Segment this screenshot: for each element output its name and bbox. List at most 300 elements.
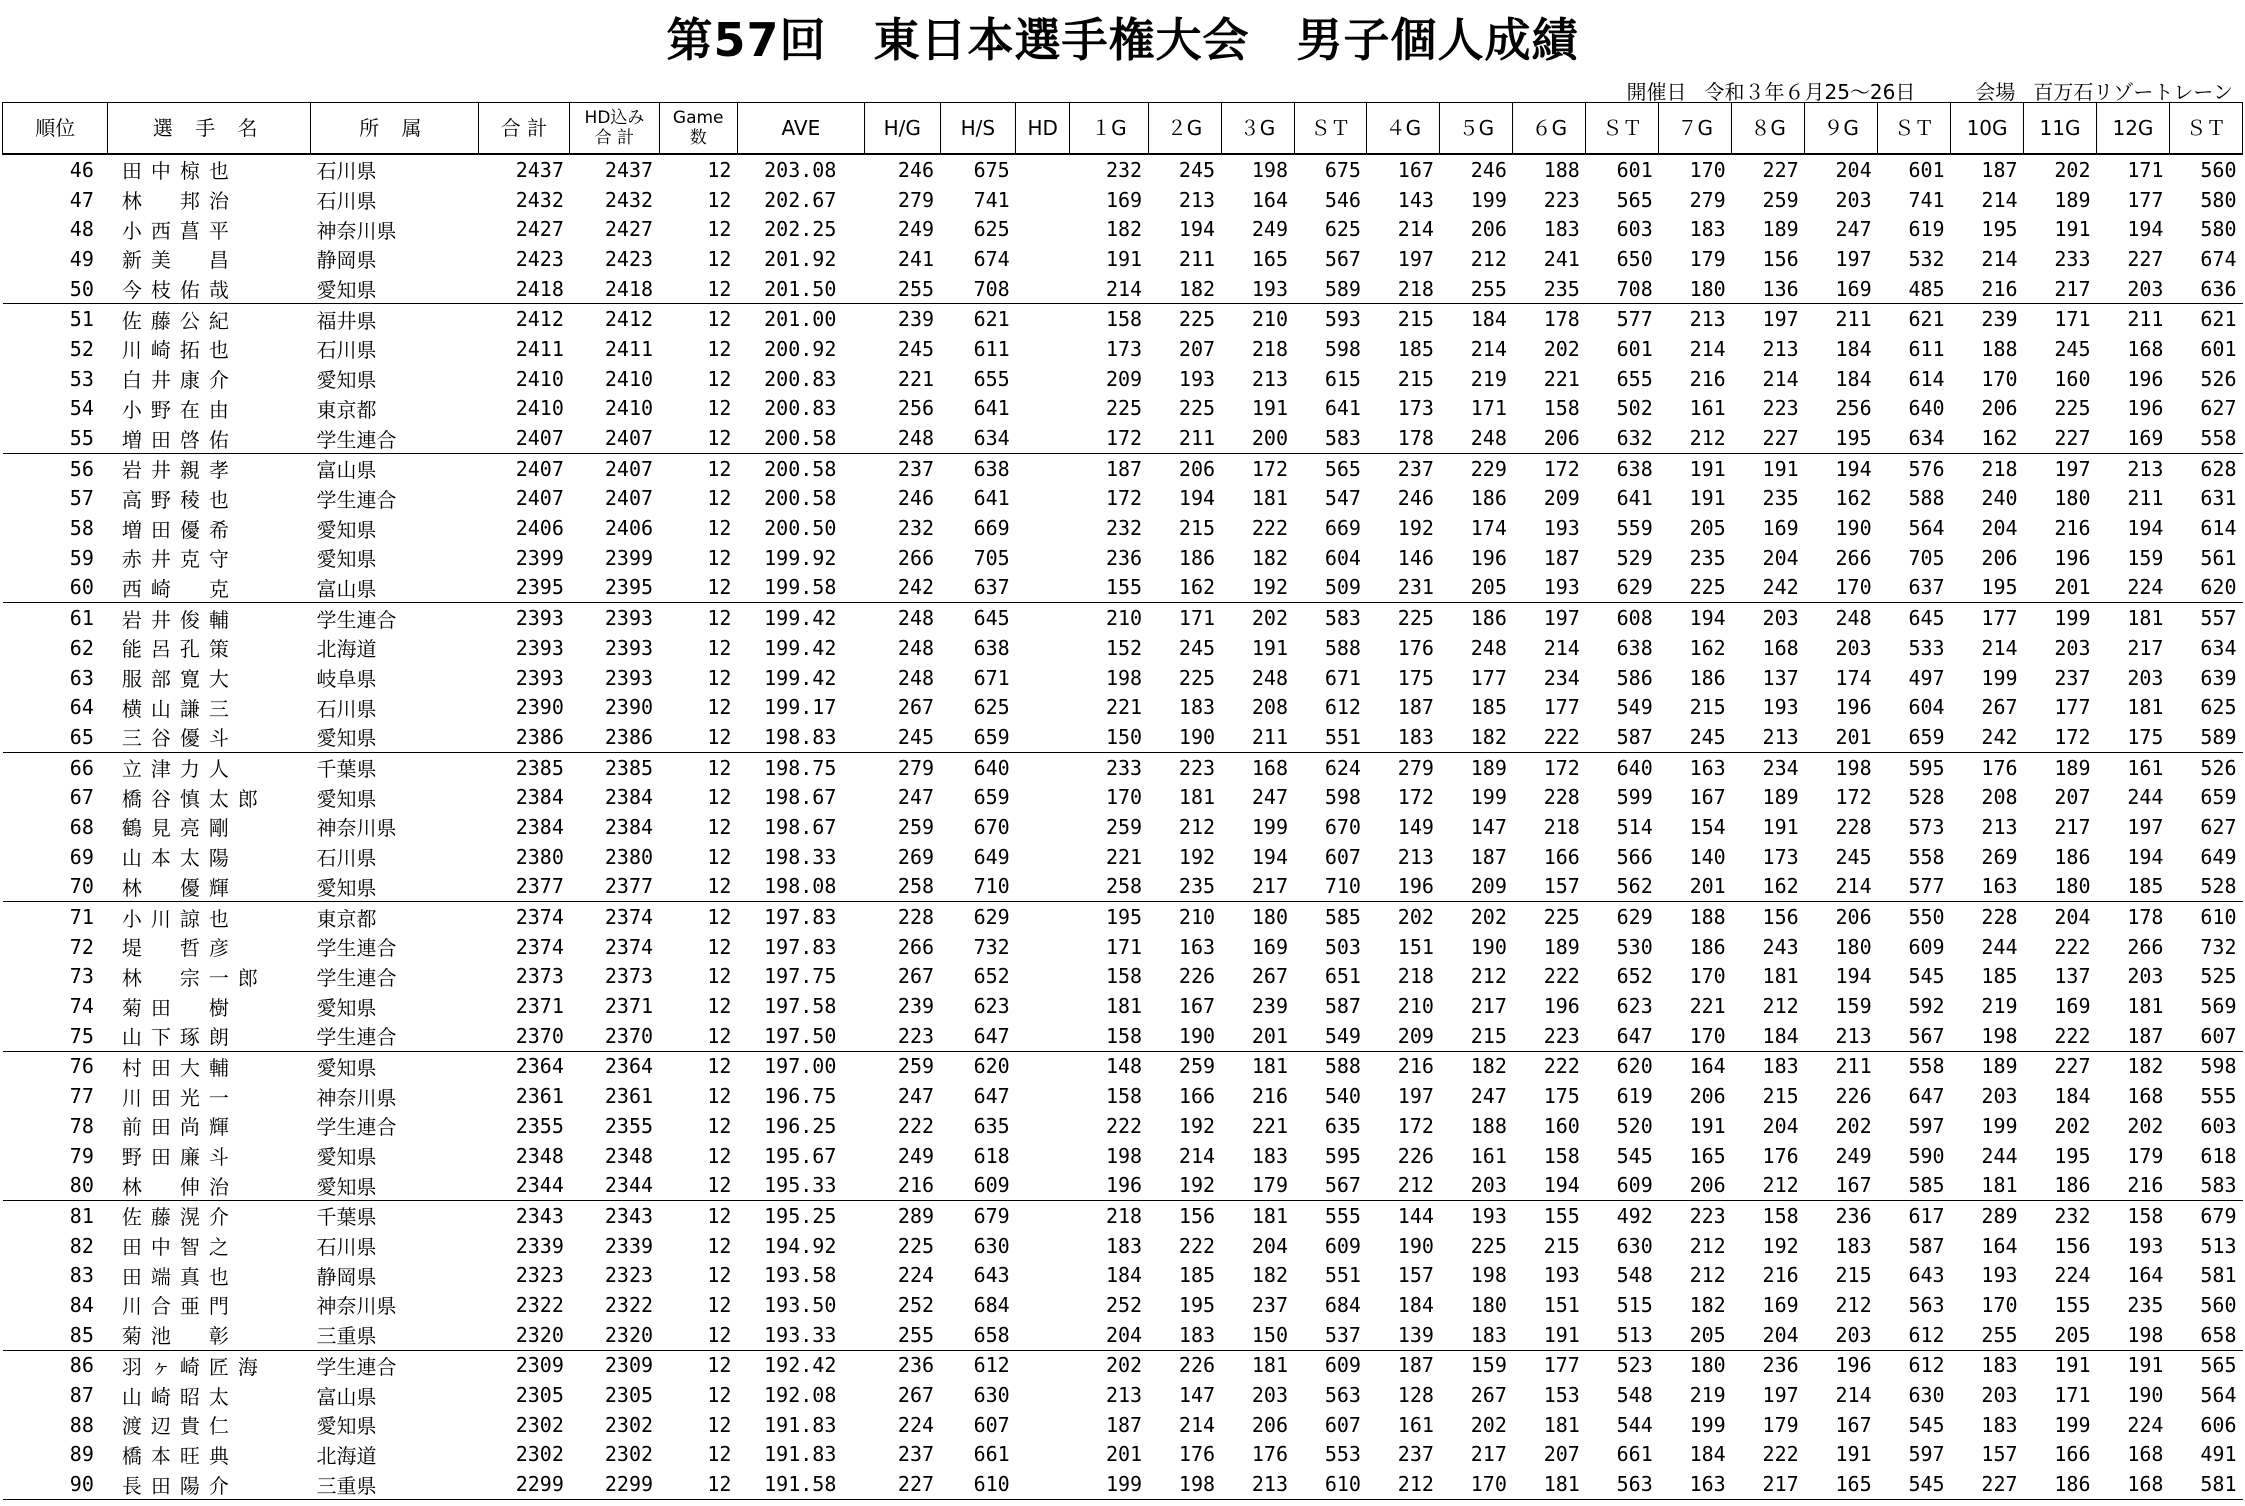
- col-game-9: ９G: [1805, 103, 1878, 155]
- cell-ave: 198.75: [764, 755, 837, 780]
- cell-high-series: 635: [973, 1113, 1010, 1138]
- cell-subtotal-2: 650: [1616, 246, 1653, 271]
- cell-game-1: 184: [1105, 1263, 1143, 1288]
- cell-game-10: 195: [1951, 573, 2024, 603]
- cell-game-7: 191: [1689, 1113, 1726, 1138]
- cell-game-2: 190: [1148, 722, 1221, 752]
- cell-game-3: 199: [1251, 814, 1288, 839]
- cell-games: 12: [707, 934, 732, 959]
- col-total: 合 計: [478, 103, 570, 155]
- cell-total: 2373: [515, 964, 564, 989]
- cell-affiliation: 石川県: [316, 696, 377, 721]
- cell-total: 2384: [515, 785, 564, 810]
- col-game-10: 10G: [1951, 103, 2024, 155]
- cell-game-5: 199: [1470, 187, 1507, 212]
- cell-name: 立津力人: [121, 757, 238, 782]
- cell-game-4: 157: [1397, 1263, 1434, 1288]
- cell-rank: 49: [69, 246, 94, 271]
- cell-game-9: 190: [1835, 516, 1872, 541]
- cell-subtotal-4: 528: [2169, 872, 2242, 902]
- cell-subtotal-3: 612: [1908, 1353, 1945, 1378]
- cell-subtotal-2: 565: [1616, 187, 1653, 212]
- cell-game-10: 219: [1981, 994, 2018, 1019]
- cell-subtotal-1: 553: [1324, 1442, 1361, 1467]
- cell-game-5: 248: [1440, 423, 1513, 453]
- cell-affiliation: 学生連合: [311, 423, 479, 453]
- cell-game-2: 192: [1178, 844, 1216, 869]
- col-games: [659, 103, 737, 155]
- cell-game-10: 206: [1981, 396, 2018, 421]
- cell-subtotal-4: 627: [2200, 396, 2237, 421]
- col-game-7: ７G: [1659, 103, 1732, 155]
- cell-high-series: 710: [940, 872, 1016, 902]
- cell-subtotal-3: 621: [1908, 307, 1945, 332]
- cell-game-1: 181: [1105, 994, 1143, 1019]
- cell-hd-total: 2410: [604, 366, 654, 391]
- cell-subtotal-4: 525: [2200, 964, 2237, 989]
- cell-affiliation: 愛知県: [316, 995, 377, 1020]
- cell-high-series: 670: [973, 814, 1010, 839]
- cell-handicap: [1016, 1350, 1070, 1380]
- cell-game-9: 211: [1835, 1054, 1872, 1079]
- cell-game-2: 225: [1178, 307, 1216, 332]
- cell-subtotal-3: 604: [1908, 695, 1945, 720]
- cell-affiliation: 東京都: [316, 906, 377, 931]
- cell-game-11: 202: [2054, 1113, 2091, 1138]
- cell-affiliation: 愛知県: [316, 517, 377, 542]
- table-row: [3, 1260, 2243, 1290]
- cell-total: 2377: [478, 872, 570, 902]
- cell-total: 2344: [478, 1170, 570, 1200]
- cell-ave: 195.67: [764, 1143, 837, 1168]
- cell-game-2: 198: [1148, 1469, 1221, 1499]
- cell-rank: 88: [69, 1412, 94, 1437]
- cell-ave: 200.92: [764, 336, 837, 361]
- cell-game-6: 183: [1543, 217, 1580, 242]
- cell-rank: 54: [69, 396, 94, 421]
- cell-subtotal-2: 599: [1616, 785, 1653, 810]
- cell-game-6: 158: [1543, 1143, 1580, 1168]
- cell-subtotal-4: 620: [2169, 573, 2242, 603]
- cell-high-series: 623: [973, 994, 1010, 1019]
- cell-rank: 55: [3, 423, 108, 453]
- cell-handicap: [1016, 304, 1070, 334]
- cell-high-game: 227: [864, 1469, 940, 1499]
- cell-name: 橋本旺典: [121, 1443, 238, 1468]
- cell-subtotal-1: 540: [1324, 1084, 1361, 1109]
- cell-game-11: 207: [2054, 785, 2091, 810]
- cell-game-10: 203: [1981, 1084, 2018, 1109]
- cell-game-6: 175: [1543, 1084, 1580, 1109]
- cell-high-series: 610: [940, 1469, 1016, 1499]
- cell-subtotal-3: 634: [1878, 423, 1951, 453]
- table-row: [3, 1021, 2243, 1051]
- cell-games: 12: [707, 307, 732, 332]
- cell-high-series: 618: [973, 1143, 1010, 1168]
- cell-hd-total: 2343: [604, 1203, 654, 1228]
- cell-high-series: 634: [940, 423, 1016, 453]
- cell-game-1: 158: [1105, 307, 1143, 332]
- cell-subtotal-4: 636: [2169, 274, 2242, 304]
- cell-hd-total: 2411: [604, 336, 654, 361]
- cell-game-3: 181: [1251, 1203, 1288, 1228]
- cell-affiliation: 愛知県: [316, 1145, 377, 1170]
- cell-game-8: 214: [1762, 366, 1799, 391]
- cell-subtotal-4: 649: [2200, 844, 2237, 869]
- cell-game-10: 216: [1951, 274, 2024, 304]
- cell-game-6: 218: [1543, 814, 1580, 839]
- col-games-line1: Game: [672, 108, 724, 128]
- cell-high-game: 279: [897, 755, 935, 780]
- cell-game-12: 202: [2127, 1113, 2164, 1138]
- cell-game-9: 204: [1835, 157, 1872, 182]
- cell-total: 2395: [478, 573, 570, 603]
- cell-handicap: [1016, 1170, 1070, 1200]
- cell-hd-total: 2377: [570, 872, 659, 902]
- cell-game-1: 202: [1105, 1353, 1143, 1378]
- cell-game-1: 258: [1070, 872, 1148, 902]
- cell-subtotal-2: 661: [1616, 1442, 1653, 1467]
- cell-high-game: 267: [897, 695, 935, 720]
- cell-handicap: [1016, 1469, 1070, 1499]
- cell-high-series: 638: [973, 456, 1010, 481]
- cell-ave: 203.08: [764, 157, 837, 182]
- cell-subtotal-2: 601: [1616, 336, 1653, 361]
- cell-affiliation: 福井県: [316, 308, 377, 333]
- cell-game-10: 214: [1981, 635, 2018, 660]
- cell-high-game: 249: [897, 1143, 935, 1168]
- cell-rank: 57: [69, 486, 94, 511]
- cell-game-4: 175: [1397, 665, 1434, 690]
- cell-handicap: [1016, 932, 1070, 962]
- cell-games: 12: [707, 1084, 732, 1109]
- cell-total: 2355: [515, 1113, 564, 1138]
- cell-high-game: 249: [897, 217, 935, 242]
- cell-game-3: 206: [1251, 1412, 1288, 1437]
- cell-handicap: [1016, 1320, 1070, 1350]
- cell-game-8: 191: [1762, 456, 1799, 481]
- cell-game-6: 202: [1543, 336, 1580, 361]
- cell-game-2: 215: [1178, 516, 1216, 541]
- cell-subtotal-1: 589: [1294, 274, 1367, 304]
- cell-game-1: 259: [1105, 814, 1143, 839]
- cell-name: 小野在由: [121, 397, 238, 422]
- cell-high-game: 245: [864, 722, 940, 752]
- table-row: [3, 304, 2243, 334]
- cell-game-8: 197: [1762, 307, 1799, 332]
- cell-high-game: 246: [897, 486, 935, 511]
- cell-hd-total: 2423: [604, 246, 654, 271]
- col-subtotal-1: ＳＴ: [1294, 103, 1367, 155]
- cell-game-3: 239: [1251, 994, 1288, 1019]
- cell-ave: 191.83: [764, 1442, 837, 1467]
- cell-game-4: 161: [1397, 1412, 1434, 1437]
- cell-game-12: 203: [2127, 665, 2164, 690]
- cell-subtotal-1: 547: [1324, 486, 1361, 511]
- table-row: [3, 513, 2243, 543]
- cell-game-5: 198: [1470, 1263, 1507, 1288]
- cell-subtotal-1: 612: [1324, 695, 1361, 720]
- cell-subtotal-2: 629: [1586, 573, 1659, 603]
- cell-games: 12: [707, 1143, 732, 1168]
- cell-game-7: 216: [1689, 366, 1726, 391]
- cell-game-4: 172: [1397, 785, 1434, 810]
- cell-rank: 64: [69, 695, 94, 720]
- table-row: [3, 423, 2243, 453]
- cell-total: 2302: [515, 1442, 564, 1467]
- cell-game-1: 187: [1105, 456, 1143, 481]
- cell-game-6: 215: [1543, 1233, 1580, 1258]
- cell-game-9: 247: [1835, 217, 1872, 242]
- cell-game-9: 203: [1805, 1320, 1878, 1350]
- cell-affiliation: 石川県: [316, 338, 377, 363]
- cell-subtotal-4: 560: [2200, 157, 2237, 182]
- cell-affiliation: 愛知県: [311, 722, 479, 752]
- cell-game-10: 177: [1981, 606, 2018, 631]
- cell-game-8: 168: [1762, 635, 1799, 660]
- cell-subtotal-1: 598: [1324, 785, 1361, 810]
- cell-game-4: 144: [1397, 1203, 1434, 1228]
- cell-game-12: 211: [2127, 307, 2164, 332]
- cell-game-2: 211: [1148, 423, 1221, 453]
- cell-game-3: 218: [1251, 336, 1288, 361]
- cell-game-3: 204: [1251, 1233, 1288, 1258]
- table-row: [3, 1290, 2243, 1320]
- cell-game-11: 180: [2054, 486, 2091, 511]
- cell-name: 川合亜門: [121, 1294, 238, 1319]
- cell-handicap: [1016, 1440, 1070, 1470]
- cell-affiliation: 学生連合: [311, 1021, 479, 1051]
- cell-rank: 89: [69, 1442, 94, 1467]
- cell-game-6: 181: [1513, 1469, 1586, 1499]
- cell-subtotal-2: 548: [1616, 1383, 1653, 1408]
- col-game-12: 12G: [2096, 103, 2169, 155]
- cell-subtotal-2: 587: [1586, 722, 1659, 752]
- cell-subtotal-4: 580: [2200, 217, 2237, 242]
- cell-game-2: 207: [1178, 336, 1216, 361]
- cell-ave: 197.58: [764, 994, 837, 1019]
- cell-name: 林 優輝: [108, 872, 311, 902]
- cell-rank: 87: [69, 1383, 94, 1408]
- cell-game-3: 183: [1251, 1143, 1288, 1168]
- cell-game-7: 180: [1689, 1353, 1726, 1378]
- cell-game-12: 164: [2127, 1263, 2164, 1288]
- cell-game-1: 195: [1105, 905, 1143, 930]
- cell-game-5: 219: [1470, 366, 1507, 391]
- cell-game-1: 172: [1105, 486, 1143, 511]
- cell-game-10: 170: [1981, 1292, 2018, 1317]
- cell-name: 林 邦治: [121, 189, 238, 214]
- cell-game-7: 186: [1689, 665, 1726, 690]
- col-game-8: ８G: [1732, 103, 1805, 155]
- cell-game-5: 170: [1440, 1469, 1513, 1499]
- cell-game-9: 165: [1805, 1469, 1878, 1499]
- cell-game-2: 156: [1178, 1203, 1216, 1228]
- cell-games: 12: [707, 1113, 732, 1138]
- cell-name: 山崎昭太: [121, 1384, 238, 1409]
- cell-game-12: 175: [2096, 722, 2169, 752]
- cell-game-10: 157: [1981, 1442, 2018, 1467]
- cell-game-9: 196: [1835, 695, 1872, 720]
- cell-subtotal-1: 671: [1324, 665, 1361, 690]
- cell-game-1: 169: [1105, 187, 1143, 212]
- cell-game-8: 204: [1762, 1113, 1799, 1138]
- cell-game-2: 162: [1148, 573, 1221, 603]
- cell-game-4: 196: [1367, 872, 1440, 902]
- cell-game-2: 194: [1178, 486, 1216, 511]
- cell-rank: 65: [3, 722, 108, 752]
- cell-game-12: 216: [2096, 1170, 2169, 1200]
- cell-game-5: 212: [1470, 964, 1507, 989]
- cell-name: 田中椋也: [121, 159, 238, 184]
- cell-subtotal-4: 618: [2200, 1143, 2237, 1168]
- cell-rank: 82: [69, 1233, 94, 1258]
- cell-game-1: 150: [1070, 722, 1148, 752]
- cell-game-10: 176: [1981, 755, 2018, 780]
- cell-subtotal-4: 679: [2200, 1203, 2237, 1228]
- cell-subtotal-2: 530: [1616, 934, 1653, 959]
- cell-game-7: 162: [1689, 635, 1726, 660]
- cell-subtotal-3: 576: [1908, 456, 1945, 481]
- cell-game-5: 206: [1470, 217, 1507, 242]
- cell-handicap: [1016, 663, 1070, 693]
- cell-handicap: [1016, 394, 1070, 424]
- cell-game-9: 191: [1835, 1442, 1872, 1467]
- cell-games: 12: [707, 785, 732, 810]
- cell-handicap: [1016, 692, 1070, 722]
- cell-high-series: 659: [940, 722, 1016, 752]
- cell-game-11: 156: [2054, 1233, 2091, 1258]
- cell-rank: 75: [3, 1021, 108, 1051]
- cell-game-11: 171: [2054, 1383, 2091, 1408]
- cell-game-9: 194: [1835, 456, 1872, 481]
- cell-game-8: 173: [1762, 844, 1799, 869]
- cell-game-3: 182: [1251, 1263, 1288, 1288]
- cell-subtotal-1: 607: [1324, 1412, 1361, 1437]
- cell-game-5: 193: [1470, 1203, 1507, 1228]
- cell-subtotal-3: 533: [1908, 635, 1945, 660]
- cell-game-12: 168: [2127, 1442, 2164, 1467]
- cell-game-4: 237: [1397, 1442, 1434, 1467]
- cell-game-11: 227: [2024, 423, 2097, 453]
- cell-game-8: 259: [1762, 187, 1799, 212]
- cell-game-6: 221: [1543, 366, 1580, 391]
- cell-high-game: 239: [897, 307, 935, 332]
- cell-game-4: 225: [1397, 606, 1434, 631]
- cell-game-7: 206: [1659, 1170, 1732, 1200]
- cell-handicap: [1016, 423, 1070, 453]
- cell-game-5: 202: [1470, 1412, 1507, 1437]
- cell-game-11: 180: [2024, 872, 2097, 902]
- cell-game-3: 164: [1251, 187, 1288, 212]
- cell-game-10: 227: [1951, 1469, 2024, 1499]
- cell-game-11: 227: [2054, 1054, 2091, 1079]
- cell-game-9: 174: [1835, 665, 1872, 690]
- cell-game-2: 245: [1178, 157, 1216, 182]
- cell-affiliation: 愛知県: [311, 274, 479, 304]
- cell-ave: 201.00: [764, 307, 837, 332]
- cell-name: 赤井克守: [121, 547, 238, 572]
- cell-game-5: 199: [1470, 785, 1507, 810]
- cell-game-6: 158: [1543, 396, 1580, 421]
- cell-game-7: 279: [1689, 187, 1726, 212]
- cell-game-4: 218: [1367, 274, 1440, 304]
- cell-game-7: 182: [1689, 1292, 1726, 1317]
- cell-game-6: 191: [1513, 1320, 1586, 1350]
- cell-game-9: 228: [1835, 814, 1872, 839]
- cell-game-12: 179: [2127, 1143, 2164, 1168]
- cell-subtotal-3: 619: [1908, 217, 1945, 242]
- cell-game-1: 233: [1105, 755, 1143, 780]
- cell-game-5: 184: [1470, 307, 1507, 332]
- page-title: 第57回 東日本選手権大会 男子個人成績: [666, 13, 1579, 67]
- cell-games: 12: [707, 486, 732, 511]
- cell-game-3: 194: [1251, 844, 1288, 869]
- event-info: [1608, 76, 2233, 105]
- cell-total: 2299: [478, 1469, 570, 1499]
- cell-name: 佐藤滉介: [121, 1205, 238, 1230]
- cell-game-6: 177: [1543, 1353, 1580, 1378]
- cell-subtotal-1: 595: [1324, 1143, 1361, 1168]
- cell-subtotal-2: 562: [1586, 872, 1659, 902]
- cell-ave: 193.58: [764, 1263, 837, 1288]
- cell-game-4: 192: [1397, 516, 1434, 541]
- cell-game-7: 167: [1689, 785, 1726, 810]
- cell-game-2: 195: [1178, 1292, 1216, 1317]
- cell-game-9: 202: [1835, 1113, 1872, 1138]
- cell-subtotal-2: 641: [1616, 486, 1653, 511]
- cell-game-10: 164: [1981, 1233, 2018, 1258]
- cell-handicap: [1016, 185, 1070, 215]
- cell-hd-total: 2320: [570, 1320, 659, 1350]
- cell-high-game: 216: [864, 1170, 940, 1200]
- cell-game-3: 221: [1251, 1113, 1288, 1138]
- cell-total: 2393: [515, 635, 564, 660]
- cell-subtotal-4: 598: [2200, 1054, 2237, 1079]
- cell-handicap: [1016, 334, 1070, 364]
- cell-total: 2384: [515, 814, 564, 839]
- cell-game-10: 183: [1981, 1412, 2018, 1437]
- cell-handicap: [1016, 513, 1070, 543]
- cell-subtotal-4: 631: [2200, 486, 2237, 511]
- cell-game-8: 197: [1762, 1383, 1799, 1408]
- cell-game-3: 191: [1251, 635, 1288, 660]
- cell-name: 横山謙三: [121, 696, 238, 721]
- header-row: [3, 103, 2243, 155]
- cell-name: 三谷優斗: [108, 722, 311, 752]
- cell-game-3: 237: [1251, 1292, 1288, 1317]
- cell-game-6: 234: [1543, 665, 1580, 690]
- cell-game-7: 170: [1689, 157, 1726, 182]
- cell-game-12: 235: [2127, 1292, 2164, 1317]
- cell-game-4: 128: [1397, 1383, 1434, 1408]
- cell-game-11: 172: [2024, 722, 2097, 752]
- cell-ave: 200.58: [764, 486, 837, 511]
- cell-total: 2410: [515, 396, 564, 421]
- cell-game-3: 179: [1221, 1170, 1294, 1200]
- cell-hd-total: 2393: [604, 606, 654, 631]
- cell-hd-total: 2299: [570, 1469, 659, 1499]
- cell-hd-total: 2386: [570, 722, 659, 752]
- table-row: [3, 274, 2243, 304]
- cell-subtotal-2: 638: [1616, 635, 1653, 660]
- cell-game-10: 244: [1981, 1143, 2018, 1168]
- cell-game-9: 198: [1835, 755, 1872, 780]
- cell-ave: 199.42: [764, 635, 837, 660]
- cell-games: 12: [659, 1320, 737, 1350]
- cell-subtotal-1: 609: [1324, 1353, 1361, 1378]
- cell-game-12: 194: [2127, 516, 2164, 541]
